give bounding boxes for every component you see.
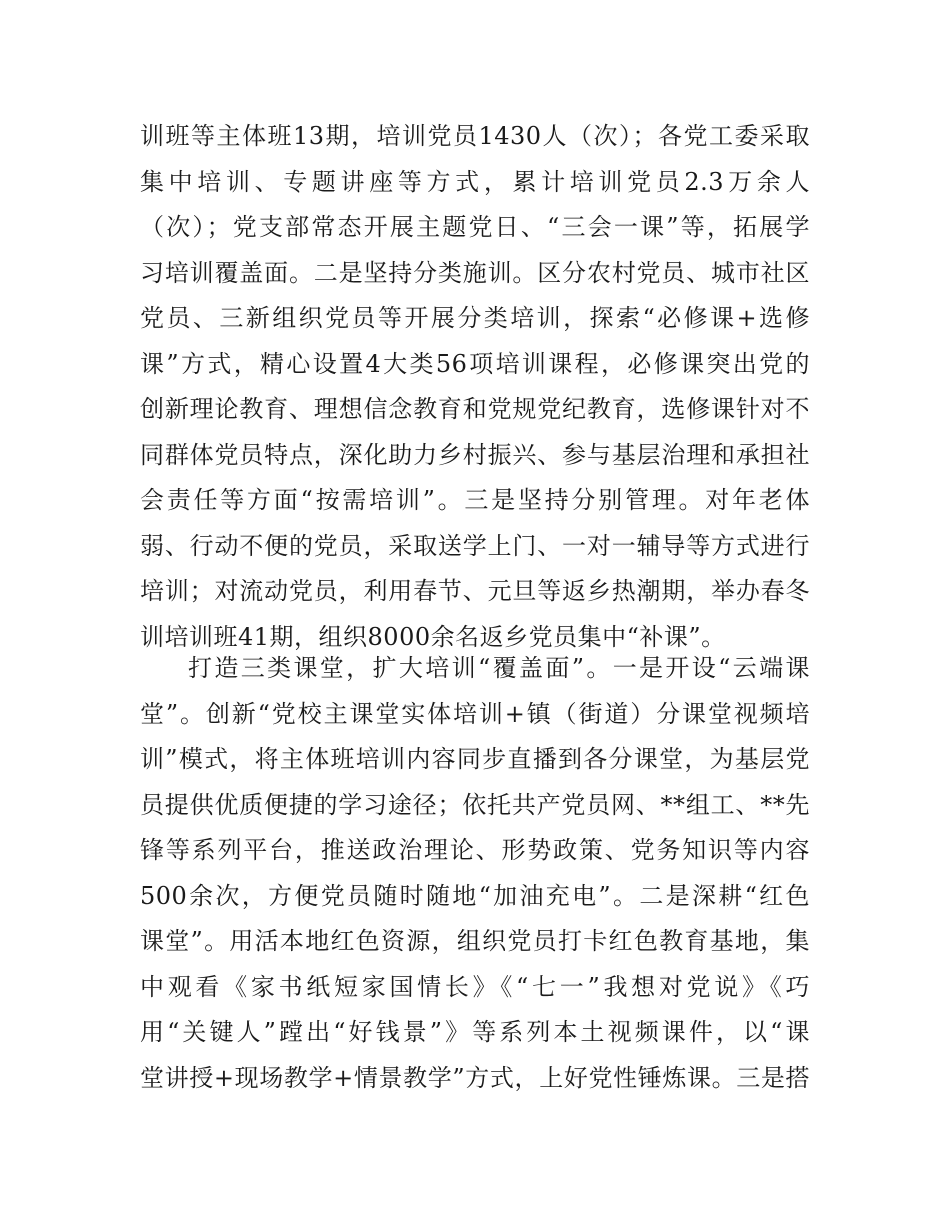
text-line: 员提供优质便捷的学习途径；依托共产党员网、**组工、**先 [140, 790, 810, 819]
paragraph-1 [140, 114, 810, 660]
text-line: 堂讲授+现场教学+情景教学”方式，上好党性锤炼课。三是搭 [140, 1063, 810, 1092]
paragraph-2 [140, 646, 810, 1101]
text-line: 同群体党员特点，深化助力乡村振兴、参与基层治理和承担社 [140, 440, 810, 469]
text-line: 课”方式，精心设置4大类56项培训课程，必修课突出党的 [140, 349, 810, 378]
text-line: 党员、三新组织党员等开展分类培训，探索“必修课+选修 [140, 304, 810, 332]
text-line: 创新理论教育、理想信念教育和党规党纪教育，选修课针对不 [140, 395, 810, 423]
text-line: 训”模式，将主体班培训内容同步直播到各分课堂，为基层党 [140, 745, 810, 773]
text-line: （次）；党支部常态开展主题党日、“三会一课”等，拓展学 [140, 213, 810, 241]
text-line: 锋等系列平台，推送政治理论、形势政策、党务知识等内容 [140, 836, 810, 864]
text-line: 训班等主体班13期，培训党员1430人（次）；各党工委采取 [140, 122, 810, 150]
text-line: 训培训班41期，组织8000余名返乡党员集中“补课”。 [140, 622, 726, 651]
text-line: 培训；对流动党员，利用春节、元旦等返乡热潮期，举办春冬 [140, 577, 810, 605]
text-line: 弱、行动不便的党员，采取送学上门、一对一辅导等方式进行 [140, 531, 810, 560]
text-line: 习培训覆盖面。二是坚持分类施训。区分农村党员、城市社区 [140, 258, 810, 287]
text-line: 会责任等方面“按需培训”。三是坚持分别管理。对年老体 [140, 486, 810, 514]
text-line: 用“关键人”蹚出“好钱景”》等系列本土视频课件，以“课 [140, 1018, 810, 1046]
text-line: 集中培训、专题讲座等方式，累计培训党员2.3万余人 [140, 167, 810, 196]
text-line: 课堂”。用活本地红色资源，组织党员打卡红色教育基地，集 [140, 927, 810, 955]
text-line: 堂”。创新“党校主课堂实体培训+镇（街道）分课堂视频培 [140, 699, 810, 728]
text-line: 打造三类课堂，扩大培训“覆盖面”。一是开设“云端课 [188, 654, 810, 682]
text-line: 500余次，方便党员随时随地“加油充电”。二是深耕“红色 [140, 881, 810, 910]
text-line: 中观看《家书纸短家国情长》《“七一”我想对党说》《巧 [140, 972, 810, 1001]
